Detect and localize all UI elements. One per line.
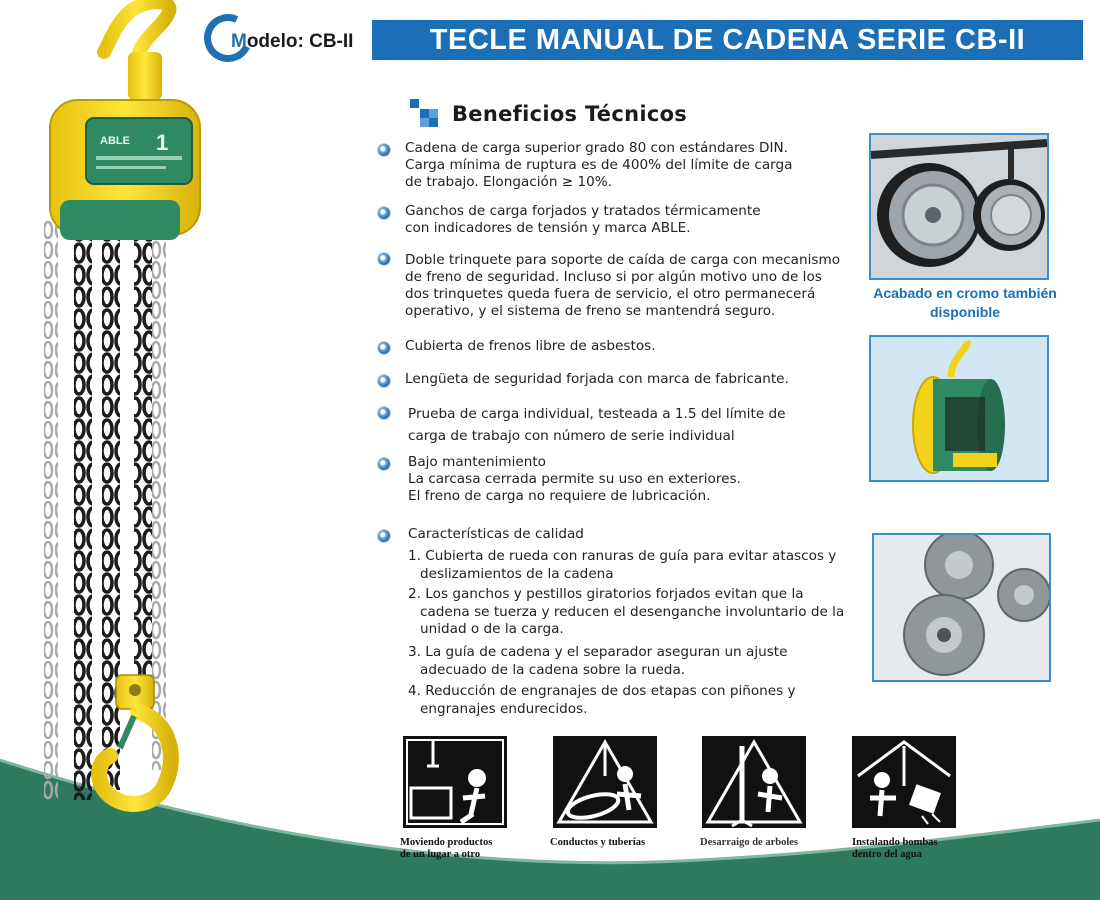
benefit-item bbox=[408, 526, 584, 543]
model-text: odelo: CB-II bbox=[246, 31, 354, 52]
benefit-item bbox=[405, 252, 840, 320]
model-label bbox=[231, 31, 353, 53]
bullet-icon bbox=[378, 530, 390, 542]
benefit-item bbox=[405, 203, 761, 237]
quality-line: unidad o de la carga. bbox=[420, 621, 564, 637]
tree-uprooting-icon bbox=[702, 736, 806, 828]
bullet-icon bbox=[378, 342, 390, 354]
bullet-icon bbox=[378, 253, 390, 265]
bullet-icon bbox=[378, 407, 390, 419]
benefit-line: Cadena de carga superior grado 80 con estándares DIN. bbox=[405, 140, 788, 156]
pictogram-label bbox=[852, 837, 938, 861]
bullet-icon bbox=[378, 207, 390, 219]
chrome-hoist-photo bbox=[869, 133, 1049, 280]
benefit-line: dos trinquetes queda fuera de servicio, el otro permanecerá bbox=[405, 286, 816, 302]
pictogram-label-line: Conductos y tuberías bbox=[550, 837, 646, 848]
hoist-capacity-text: 1 bbox=[156, 130, 169, 155]
benefit-item bbox=[408, 454, 741, 505]
pictogram-label-line: Moviendo productos bbox=[400, 837, 493, 848]
benefit-line: Carga mínima de ruptura es de 400% del límite de carga bbox=[405, 157, 793, 173]
benefit-line: La carcasa cerrada permite su uso en exteriores. bbox=[408, 471, 741, 487]
quality-line: 3. La guía de cadena y el separador aseguran un ajuste bbox=[408, 644, 788, 660]
benefit-item bbox=[405, 371, 789, 388]
quality-line: 1. Cubierta de rueda con ranuras de guía para evitar atascos y bbox=[408, 548, 837, 564]
quality-line: cadena se tuerza y reducen el desenganche involuntario de la bbox=[420, 603, 845, 620]
pictogram-label-line: dentro del agua bbox=[852, 849, 922, 860]
gears-photo bbox=[872, 533, 1051, 682]
bullet-icon bbox=[378, 375, 390, 387]
quality-line: deslizamientos de la cadena bbox=[420, 565, 614, 582]
quality-item bbox=[408, 548, 836, 583]
benefit-line: operativo, y el sistema de freno se mantendrá seguro. bbox=[405, 303, 776, 319]
benefit-line: de freno de seguridad. Incluso si por algún motivo uno de los bbox=[405, 269, 822, 285]
yellow-hoist-photo bbox=[869, 335, 1049, 482]
benefit-line: con indicadores de tensión y marca ABLE. bbox=[405, 220, 691, 236]
benefit-line: Lengüeta de seguridad forjada con marca de fabricante. bbox=[405, 371, 789, 387]
model-letter: M bbox=[231, 31, 247, 52]
benefit-item bbox=[405, 338, 656, 355]
pictogram-label-line: de un lugar a otro bbox=[400, 849, 481, 860]
quality-item bbox=[408, 644, 788, 679]
moving-products-icon bbox=[403, 736, 507, 828]
quality-line: adecuado de la cadena sobre la rueda. bbox=[420, 661, 686, 678]
benefit-line: de trabajo. Elongación ≥ 10%. bbox=[405, 174, 613, 190]
benefit-item bbox=[408, 403, 786, 447]
benefit-line: carga de trabajo con número de serie individual bbox=[408, 428, 735, 444]
pictogram-label bbox=[550, 837, 645, 849]
section-squares-icon bbox=[410, 99, 438, 127]
page-title: TECLE MANUAL DE CADENA SERIE CB-II bbox=[372, 20, 1083, 60]
pictogram-label bbox=[700, 837, 798, 849]
chrome-caption bbox=[850, 284, 1080, 322]
bullet-icon bbox=[378, 458, 390, 470]
chrome-caption-line: disponible bbox=[930, 304, 1000, 320]
section-title: Beneficios Técnicos bbox=[452, 102, 688, 126]
benefit-line: Doble trinquete para soporte de caída de carga con mecanismo bbox=[405, 252, 841, 268]
quality-item bbox=[408, 586, 844, 639]
bullet-icon bbox=[378, 144, 390, 156]
quality-line: 2. Los ganchos y pestillos giratorios forjados evitan que la bbox=[408, 586, 804, 602]
pipes-icon bbox=[553, 736, 657, 828]
benefit-line: Cubierta de frenos libre de asbestos. bbox=[405, 338, 656, 354]
pictogram-label bbox=[400, 837, 492, 861]
benefit-line: Prueba de carga individual, testeada a 1.5 del límite de bbox=[408, 406, 786, 422]
benefit-line: Características de calidad bbox=[408, 526, 584, 542]
quality-line: 4. Reducción de engranajes de dos etapas con piñones y bbox=[408, 683, 796, 699]
quality-line: engranajes endurecidos. bbox=[420, 700, 588, 717]
quality-item bbox=[408, 683, 796, 718]
benefit-line: El freno de carga no requiere de lubricación. bbox=[408, 488, 711, 504]
benefit-line: Ganchos de carga forjados y tratados térmicamente bbox=[405, 203, 761, 219]
pictogram-label-line: Desarraigo de arboles bbox=[700, 837, 798, 848]
benefit-item bbox=[405, 140, 792, 191]
pump-install-icon bbox=[852, 736, 956, 828]
hoist-brand-text: ABLE bbox=[100, 135, 130, 147]
pictogram-label-line: Instalando bombas bbox=[852, 837, 938, 848]
chrome-caption-line: Acabado en cromo también bbox=[873, 285, 1057, 301]
chain-hoist-illustration bbox=[30, 0, 220, 820]
benefit-line: Bajo mantenimiento bbox=[408, 454, 546, 470]
